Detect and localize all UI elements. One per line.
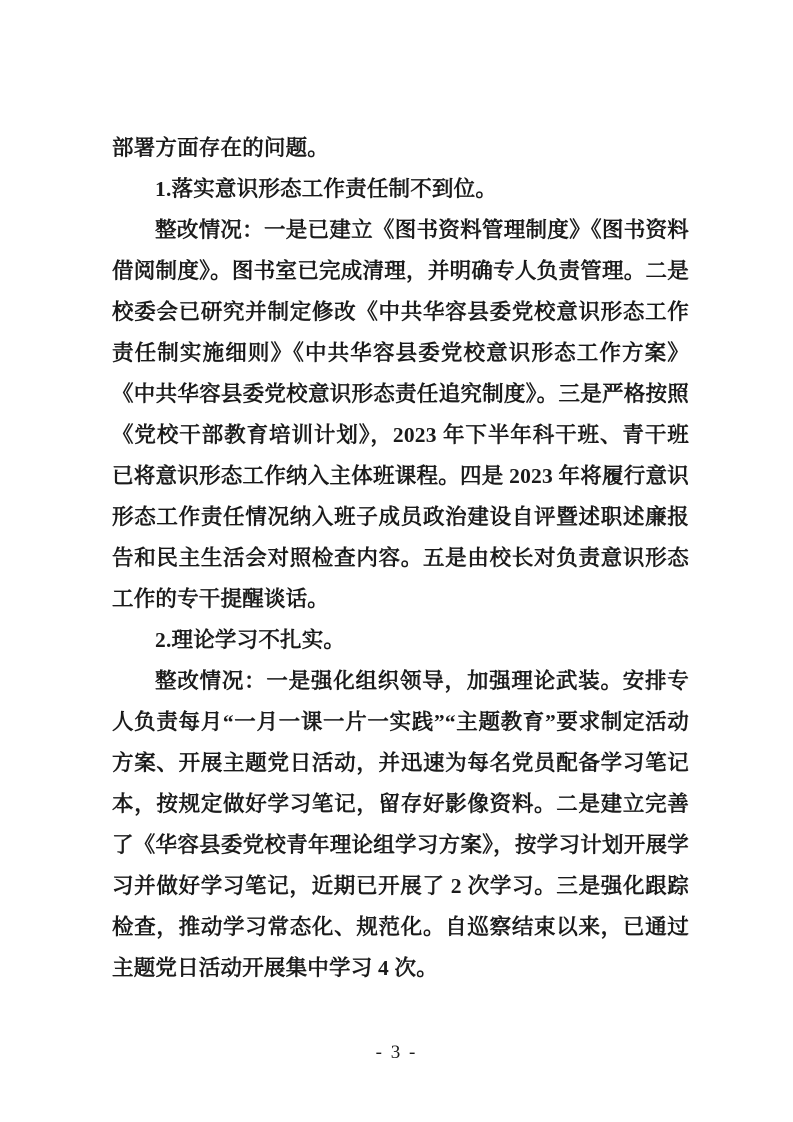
paragraph-item-1-body: 整改情况：一是已建立《图书资料管理制度》《图书资料借阅制度》。图书室已完成清理，并明确专人负责管理。二是校委会已研究并制定修改《中共华容县委党校意识形态工作责任制实施细则》《中共华容县委党校意识形态工作方案》《中共华容县委党校意识形态责任追究制度》。三是严格按照《党校干部教育培训计划》，2023 年下半年科干班、青干班已将意识形态工作纳入主体班课程。四是 2023 年将履行意识形态工作责任情况纳入班子成员政治建设自评暨述职述廉报告和民主生活会对照检查内容。五是由校长对负责意识形态工作的专干提醒谈话。 — [112, 218, 689, 611]
paragraph-item-2-heading: 2.理论学习不扎实。 — [155, 628, 346, 652]
page-number-footer: - 3 - — [375, 1042, 418, 1063]
paragraph-continued: 部署方面存在的问题。 — [112, 136, 330, 160]
paragraph-item-2-body: 整改情况：一是强化组织领导，加强理论武装。安排专人负责每月“一月一课一片一实践”“主题教育”要求制定活动方案、开展主题党日活动，并迅速为每名党员配备学习笔记本，按规定做好学习笔记，留存好影像资料。二是建立完善了《华容县委党校青年理论组学习方案》，按学习计划开展学习并做好学习笔记，近期已开展了 2 次学习。三是强化跟踪检查，推动学习常态化、规范化。自巡察结束以来，已通过主题党日活动开展集中学习 4 次。 — [112, 669, 689, 980]
paragraph-item-1-heading: 1.落实意识形态工作责任制不到位。 — [155, 177, 498, 201]
document-body — [112, 128, 689, 989]
